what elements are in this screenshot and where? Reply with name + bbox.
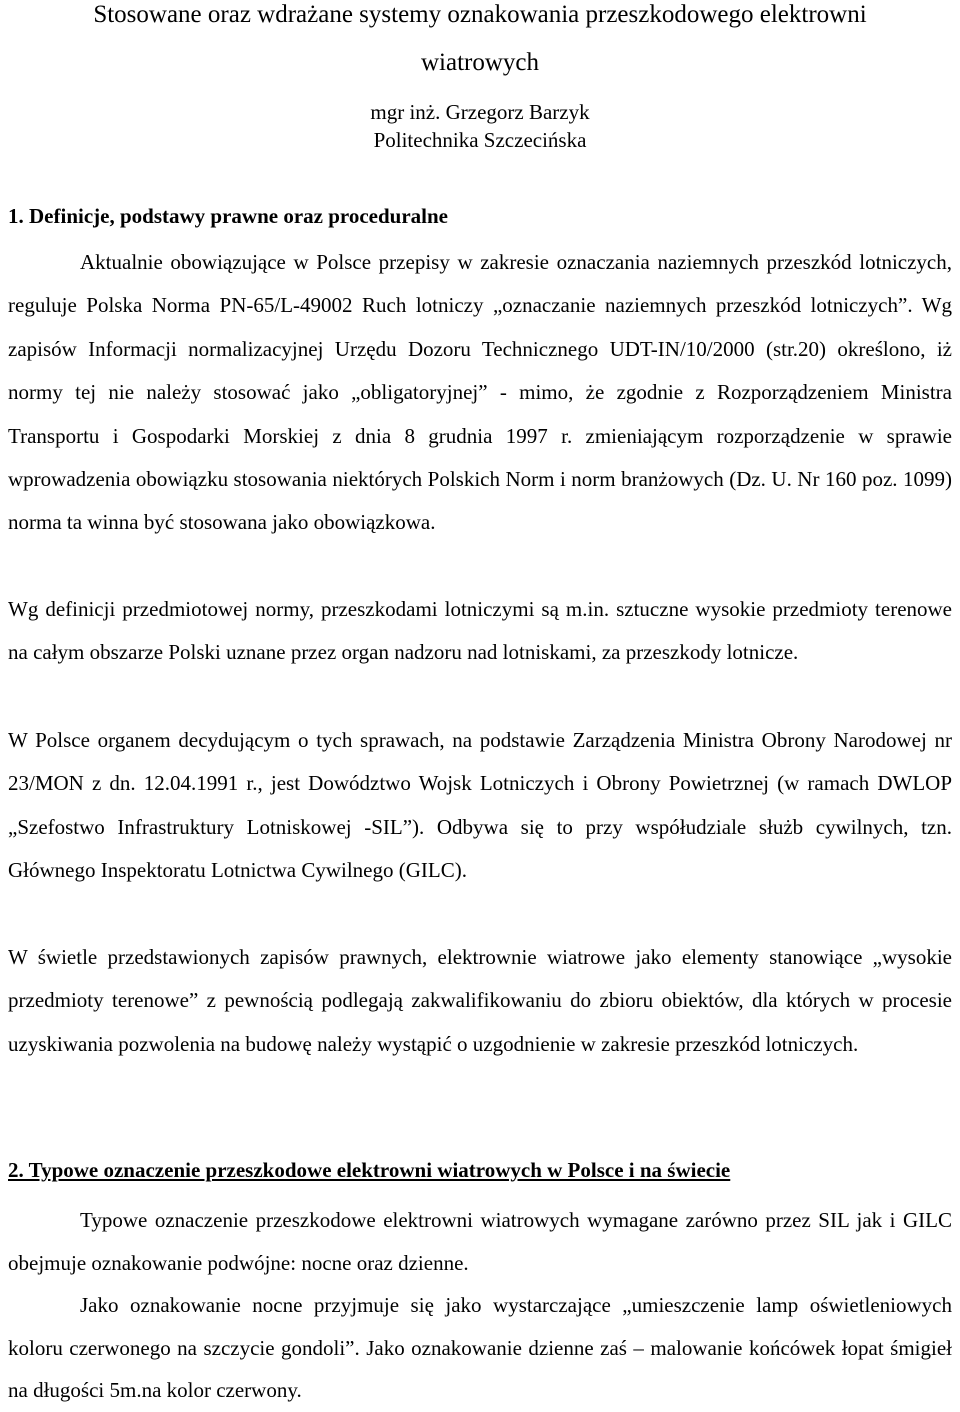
author-name: mgr inż. Grzegorz Barzyk xyxy=(370,100,590,124)
section-1-paragraph-4: W świetle przedstawionych zapisów prawnych, elektrownie wiatrowe jako elementy stanowiące „wysokie przedmioty terenowe” z pewnością podlegają zakwalifikowaniu do zbioru obiektów, dla których w procesie uzyskiwania pozwolenia na budowę należy wystąpić o uzgodnienie w zakresie przeszkód lotniczych. xyxy=(8,945,952,1056)
document-title-line-1: Stosowane oraz wdrażane systemy oznakowania przeszkodowego elektrowni xyxy=(93,1,867,28)
section-1-paragraph-2: Wg definicji przedmiotowej normy, przeszkodami lotniczymi są m.in. sztuczne wysokie przedmioty terenowe na całym obszarze Polski uznane przez organ nadzoru nad lotniskami, za przeszkody lotnicze. xyxy=(8,597,952,665)
document-title-line-2: wiatrowych xyxy=(420,49,540,76)
section-1-paragraph-3: W Polsce organem decydującym o tych sprawach, na podstawie Zarządzenia Ministra Obrony Narodowej nr 23/MON z dn. 12.04.1991 r., jest Dowództwo Wojsk Lotniczych i Obrony Powietrznej (w ramach DWLOP „Szefostwo Infrastruktury Lotniskowej -SIL”). Odbywa się to przy współudziale służb cywilnych, tzn. Głównego Inspektoratu Lotnictwa Cywilnego (GILC). xyxy=(8,728,952,883)
section-2-paragraph-1: Typowe oznaczenie przeszkodowe elektrowni wiatrowych wymagane zarówno przez SIL jak i GILC obejmuje oznakowanie podwójne: nocne oraz dzienne. xyxy=(8,1208,952,1275)
section-2-heading: 2. Typowe oznaczenie przeszkodowe elektrowni wiatrowych w Polsce i na świecie xyxy=(8,1158,731,1182)
section-1-heading: 1. Definicje, podstawy prawne oraz proceduralne xyxy=(8,204,448,228)
section-2-paragraph-2: Jako oznakowanie nocne przyjmuje się jako wystarczające „umieszczenie lamp oświetleniowych koloru czerwonego na szczycie gondoli”. Jako oznakowanie dzienne zaś – malowanie końcówek łopat śmigieł na długości 5m.na kolor czerwony. xyxy=(8,1293,952,1402)
author-affiliation: Politechnika Szczecińska xyxy=(373,128,587,152)
section-1-paragraph-1: Aktualnie obowiązujące w Polsce przepisy w zakresie oznaczania naziemnych przeszkód lotniczych, reguluje Polska Norma PN-65/L-49002 Ruch lotniczy „oznaczanie naziemnych przeszkód lotniczych”. Wg zapisów Informacji normalizacyjnej Urzędu Dozoru Technicznego UDT-IN/10/2000 (str.20) określono, iż normy tej nie należy stosować jako „obligatoryjnej” - mimo, że zgodnie z Rozporządzeniem Ministra Transportu i Gospodarki Morskiej z dnia 8 grudnia 1997 r. zmieniającym rozporządzenie w sprawie wprowadzenia obowiązku stosowania niektórych Polskich Norm i norm branżowych (Dz. U. Nr 160 poz. 1099) norma ta winna być stosowana jako obowiązkowa. xyxy=(8,250,952,535)
